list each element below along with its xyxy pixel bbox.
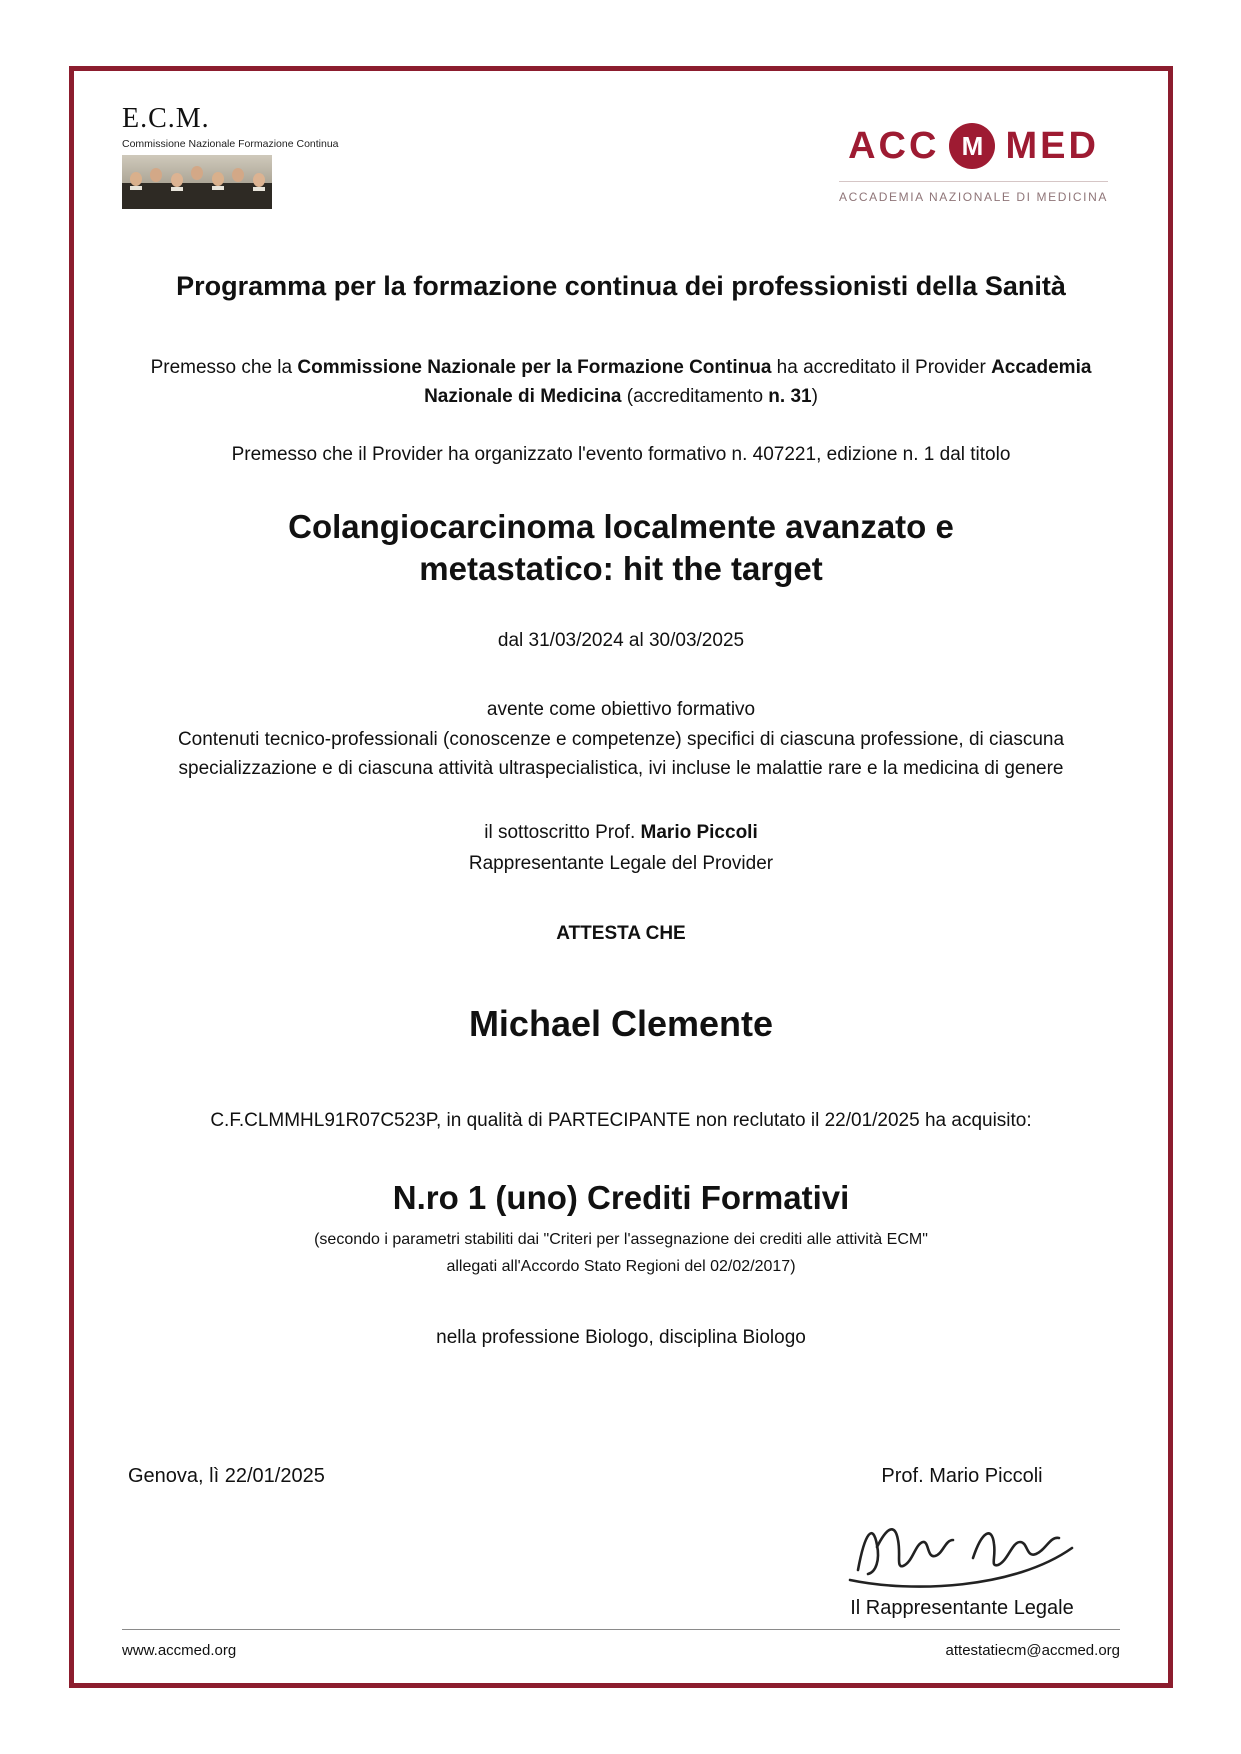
premise-provider-fragment: ) — [811, 385, 818, 407]
accmed-wordmark — [839, 123, 1108, 169]
event-title: Colangiocarcinoma localmente avanzato e metastatico: hit the target — [288, 507, 954, 588]
event-dates: dal 31/03/2024 al 30/03/2025 — [497, 630, 745, 652]
premise-provider-paragraph — [146, 354, 1096, 411]
participant-name: Michael Clemente — [468, 1002, 774, 1044]
premise-provider-commission-name: Commissione Nazionale per la Formazione Continua — [297, 357, 772, 378]
certificate-border-frame — [69, 66, 1173, 1688]
program-title: Programma per la formazione continua dei professionisti della Sanità — [176, 271, 1066, 301]
signer-intro-fragment: il sottoscritto Prof. — [484, 822, 641, 844]
signatory-block — [812, 1465, 1112, 1620]
objective-text: Contenuti tecnico-professionali (conoscenze e competenze) specifici di ciascuna professione, di ciascuna specializzazione e di ciascuna attività ultraspecialistica, ivi incluse le malattie rare e la medicina di genere — [177, 729, 1065, 779]
premise-provider-fragment: (accreditamento — [621, 385, 769, 407]
place-and-date: Genova, lì 22/01/2025 — [128, 1464, 325, 1487]
credits-title: N.ro 1 (uno) Crediti Formativi — [392, 1179, 850, 1217]
accmed-med-text: MED — [1005, 124, 1099, 167]
ecm-logo-title: E.C.M. — [122, 103, 210, 134]
objective-intro: avente come obiettivo formativo — [486, 698, 756, 720]
credits-note-line2: allegati all'Accordo Stato Regioni del 02/02/2017) — [446, 1257, 796, 1275]
accmed-monogram-icon — [949, 123, 995, 169]
signer-role: Rappresentante Legale del Provider — [468, 852, 774, 874]
accmed-logo — [839, 123, 1108, 204]
signatory-title: Il Rappresentante Legale — [850, 1596, 1074, 1619]
credits-note — [122, 1227, 1120, 1280]
accmed-subtitle: ACCADEMIA NAZIONALE DI MEDICINA — [839, 181, 1108, 204]
attestation-label: ATTESTA CHE — [556, 923, 686, 945]
premise-provider-fragment: ha accreditato il Provider — [771, 357, 992, 378]
premise-provider-fragment: Premesso che la — [150, 357, 298, 378]
accmed-monogram-letter: M — [961, 131, 984, 161]
signature-section — [128, 1465, 1112, 1620]
signatory-name: Prof. Mario Piccoli — [881, 1464, 1043, 1487]
signer-name: Mario Piccoli — [640, 822, 758, 844]
signer-paragraph — [122, 819, 1120, 848]
credits-note-line1: (secondo i parametri stabiliti dai "Criteri per l'assegnazione dei crediti alle attività ECM" — [314, 1231, 928, 1249]
footer-website: www.accmed.org — [122, 1642, 237, 1659]
footer-email: attestatiecm@accmed.org — [945, 1642, 1120, 1659]
ecm-logo — [122, 103, 339, 209]
signature-image — [842, 1496, 1082, 1591]
premise-event-paragraph: Premesso che il Provider ha organizzato l'evento formativo n. 407221, edizione n. 1 dal titolo — [231, 444, 1011, 465]
premise-provider-provider-name: Accademia Nazionale di Medicina — [424, 357, 1092, 407]
ecm-group-portrait-image — [122, 155, 272, 209]
premise-provider-accreditation-number: n. 31 — [768, 385, 812, 407]
footer — [122, 1629, 1120, 1659]
participant-details: C.F.CLMMHL91R07C523P, in qualità di PARTECIPANTE non reclutato il 22/01/2025 ha acquisito: — [210, 1109, 1032, 1131]
header — [122, 97, 1120, 209]
profession-line: nella professione Biologo, disciplina Biologo — [436, 1327, 806, 1349]
accmed-acc-text: ACC — [848, 124, 940, 167]
ecm-logo-subtitle: Commissione Nazionale Formazione Continua — [122, 138, 339, 150]
